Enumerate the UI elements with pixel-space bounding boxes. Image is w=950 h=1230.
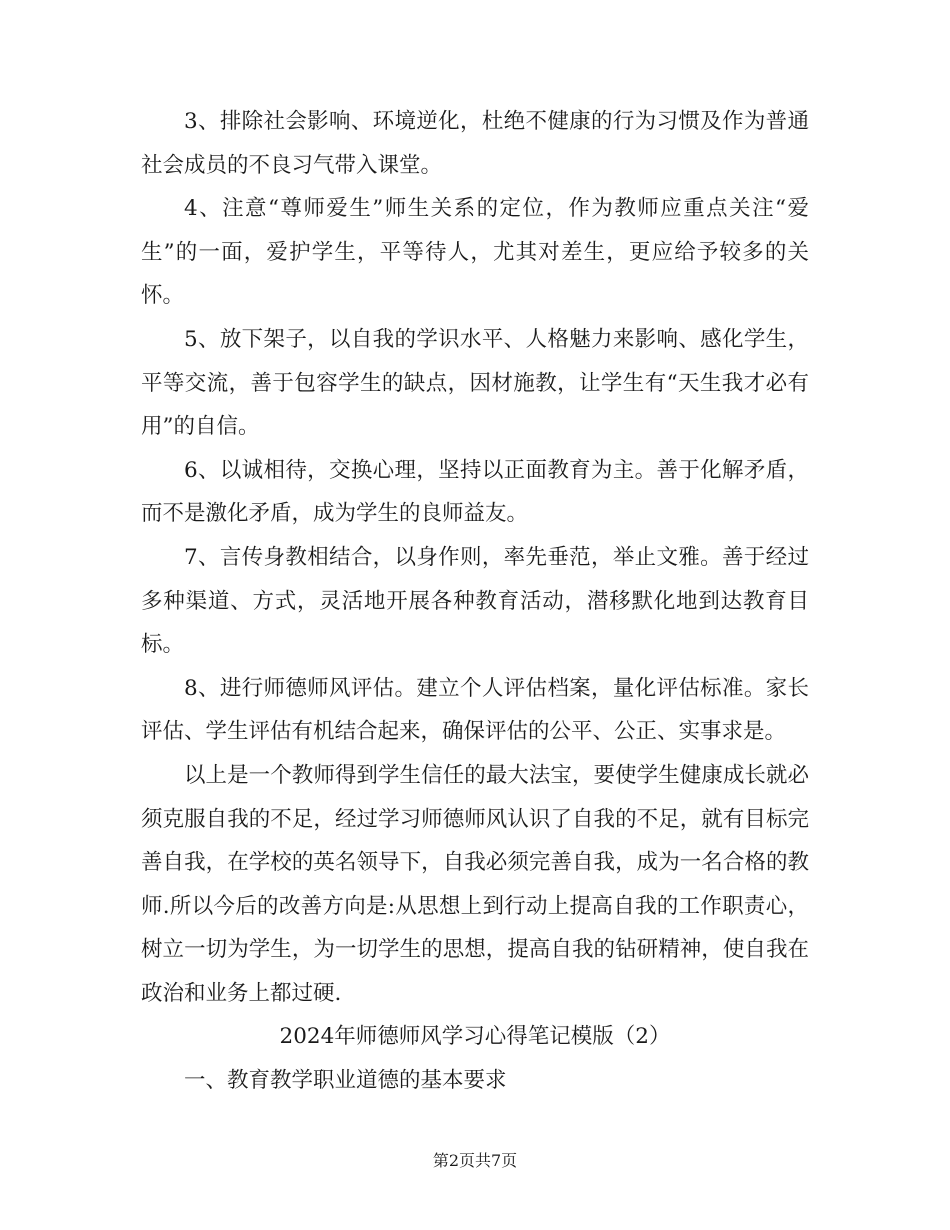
paragraph-item-6: 6、以诚相待，交换心理，坚持以正面教育为主。善于化解矛盾，而不是激化矛盾，成为学生的良师益友。 <box>141 457 809 527</box>
document-body <box>141 100 809 1103</box>
paragraph-item-4: 4、注意“尊师爱生”师生关系的定位，作为教师应重点关注“爱生”的一面，爱护学生，平等待人，尤其对差生，更应给予较多的关怀。 <box>141 196 809 309</box>
subsection-title: 一、教育教学职业道德的基本要求 <box>184 1068 507 1094</box>
summary-paragraph: 以上是一个教师得到学生信任的最大法宝，要使学生健康成长就必须克服自我的不足，经过学习师德师风认识了自我的不足，就有目标完善自我，在学校的英名领导下，自我必须完善自我，成为一名合格的教师.所以今后的改善方向是:从思想上到行动上提高自我的工作职责心，树立一切为学生，为一切学生的思想，提高自我的钻研精神，使自我在政治和业务上都过硬. <box>141 762 809 1006</box>
paragraph-item-8: 8、进行师德师风评估。建立个人评估档案，量化评估标准。家长评估、学生评估有机结合起来，确保评估的公平、公正、实事求是。 <box>141 675 809 745</box>
paragraph-item-7: 7、言传身教相结合，以身作则，率先垂范，举止文雅。善于经过多种渠道、方式，灵活地开展各种教育活动，潜移默化地到达教育目标。 <box>141 544 809 658</box>
paragraph-item-3: 3、排除社会影响、环境逆化，杜绝不健康的行为习惯及作为普通社会成员的不良习气带入课堂。 <box>141 109 809 178</box>
paragraph-item-5: 5、放下架子，以自我的学识水平、人格魅力来影响、感化学生，平等交流，善于包容学生的缺点，因材施教，让学生有“天生我才必有用”的自信。 <box>141 326 809 440</box>
page-number-footer: 第2页共7页 <box>432 1151 518 1170</box>
section-title: 2024年师德师风学习心得笔记模版（2） <box>279 1024 671 1050</box>
